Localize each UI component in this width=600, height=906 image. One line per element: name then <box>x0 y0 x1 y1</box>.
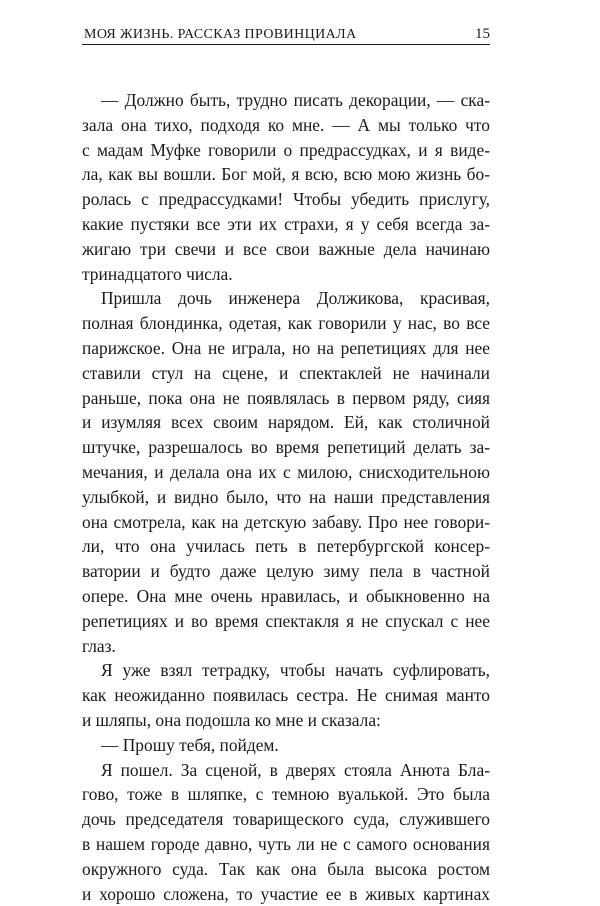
text-line: парижское. Она не играла, но на репетициях для нее <box>82 336 490 361</box>
text-line: зала она тихо, подходя ко мне. — А мы только что <box>82 113 490 138</box>
text-line: раньше, пока она не появлялась в первом ряду, сияя <box>82 386 490 411</box>
text-line: Пришла дочь инженера Должикова, красивая, <box>82 286 490 311</box>
text-line: — Должно быть, трудно писать декорации, — ска- <box>82 88 490 113</box>
text-line: и хорошо сложена, то участие ее в живых картинах <box>82 882 490 906</box>
text-line: гово, тоже в шляпке, с темною вуалькой. Это была <box>82 782 490 807</box>
text-line: ватории и будто даже целую зиму пела в частной <box>82 559 490 584</box>
text-line: ролась с предрассудками! Чтобы убедить прислугу, <box>82 187 490 212</box>
text-line: репетициях и во время спектакля я не спускал с нее <box>82 609 490 634</box>
text-line: Я уже взял тетрадку, чтобы начать суфлировать, <box>82 658 490 683</box>
text-line: — Прошу тебя, пойдем. <box>82 733 490 758</box>
book-page <box>82 22 490 906</box>
text-line: улыбкой, и видно было, что на наши представления <box>82 485 490 510</box>
text-line: какие пустяки все эти их страхи, я у себя всегда за- <box>82 212 490 237</box>
running-title: МОЯ ЖИЗНЬ. РАССКАЗ ПРОВИНЦИАЛА <box>84 27 357 43</box>
text-line: глаз. <box>82 634 490 659</box>
text-line: она смотрела, как на детскую забаву. Про нее говори- <box>82 510 490 535</box>
text-line: и изумляя всех своим нарядом. Ей, как столичной <box>82 410 490 435</box>
text-line: мечания, и делала она их с милою, снисходительною <box>82 460 490 485</box>
text-line: штучке, разрешалось во время репетиций делать за- <box>82 435 490 460</box>
running-header <box>82 22 490 45</box>
text-line: ли, что она училась петь в петербургской консер- <box>82 534 490 559</box>
text-line: как неожиданно появилась сестра. Не снимая манто <box>82 683 490 708</box>
text-line: с мадам Муфке говорили о предрассудках, и я виде- <box>82 138 490 163</box>
text-line: дочь председателя товарищеского суда, служившего <box>82 807 490 832</box>
text-line: и шляпы, она подошла ко мне и сказала: <box>82 708 490 733</box>
page-number: 15 <box>475 26 490 43</box>
text-line: жигаю три свечи и все свои важные дела начинаю <box>82 237 490 262</box>
text-line: полная блондинка, одетая, как говорили у нас, во все <box>82 311 490 336</box>
text-line: опере. Она мне очень нравилась, и обыкновенно на <box>82 584 490 609</box>
body-text <box>82 88 490 906</box>
text-line: Я пошел. За сценой, в дверях стояла Анюта Бла- <box>82 758 490 783</box>
text-line: ставили стул на сцене, и спектаклей не начинали <box>82 361 490 386</box>
text-line: в нашем городе давно, чуть ли не с самого основания <box>82 832 490 857</box>
text-line: ла, как вы вошли. Бог мой, я всю, всю мою жизнь бо- <box>82 162 490 187</box>
text-line: окружного суда. Так как она была высока ростом <box>82 857 490 882</box>
text-line: тринадцатого числа. <box>82 262 490 287</box>
